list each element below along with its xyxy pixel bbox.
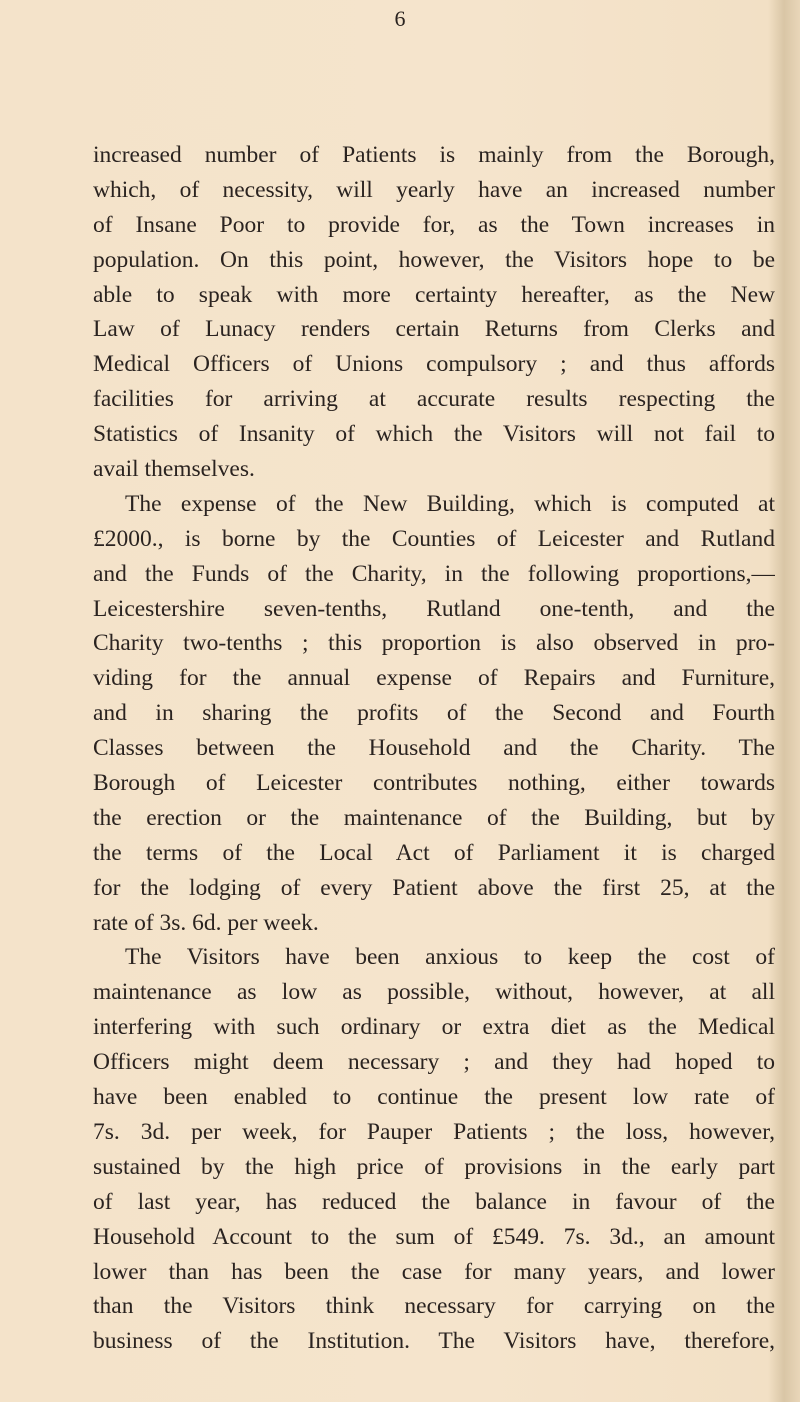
text-line: have been enabled to continue the present low rate of <box>93 1084 775 1111</box>
text-line: the terms of the Local Act of Parliament it is charged <box>93 839 775 866</box>
text-line: The expense of the New Building, which is computed at <box>125 490 775 517</box>
text-line: and in sharing the profits of the Second and Fourth <box>93 700 775 727</box>
text-line: interfering with such ordinary or extra diet as the Medical <box>93 1014 775 1041</box>
text-line: avail themselves. <box>93 456 255 483</box>
text-line: Leicestershire seven-tenths, Rutland one-tenth, and the <box>93 595 775 622</box>
text-line: The Visitors have been anxious to keep the cost of <box>125 944 775 971</box>
text-line: rate of 3s. 6d. per week. <box>93 909 319 936</box>
body-text <box>93 138 775 1359</box>
text-line: able to speak with more certainty hereafter, as the New <box>93 281 775 308</box>
text-line: lower than has been the case for many years, and lower <box>93 1258 775 1285</box>
text-line: sustained by the high price of provisions in the early part <box>93 1153 775 1180</box>
page-number: 6 <box>394 6 406 31</box>
text-line: and the Funds of the Charity, in the following proportions,— <box>93 560 775 587</box>
text-line: 7s. 3d. per week, for Pauper Patients ; the loss, however, <box>93 1118 775 1145</box>
text-line: for the lodging of every Patient above the first 25, at the <box>93 874 775 901</box>
text-line: which, of necessity, will yearly have an increased number <box>93 176 775 203</box>
paragraph <box>93 487 775 941</box>
paragraph <box>93 940 775 1359</box>
text-line: Household Account to the sum of £549. 7s. 3d., an amount <box>93 1223 775 1250</box>
text-line: increased number of Patients is mainly from the Borough, <box>93 142 775 168</box>
text-line: facilities for arriving at accurate results respecting the <box>93 386 775 413</box>
text-line: maintenance as low as possible, without, however, at all <box>93 979 775 1006</box>
paragraph <box>93 138 775 487</box>
text-line: Classes between the Household and the Charity. The <box>93 735 775 762</box>
text-line: of last year, has reduced the balance in favour of the <box>93 1188 775 1215</box>
text-line: than the Visitors think necessary for carrying on the <box>93 1293 775 1320</box>
text-line: the erection or the maintenance of the Building, but by <box>93 804 775 831</box>
text-line: Charity two-tenths ; this proportion is also observed in pro- <box>93 630 775 657</box>
text-line: viding for the annual expense of Repairs and Furniture, <box>93 665 775 692</box>
text-line: Medical Officers of Unions compulsory ; and thus affords <box>93 351 775 378</box>
text-line: Statistics of Insanity of which the Visitors will not fail to <box>93 421 775 448</box>
text-line: Borough of Leicester contributes nothing, either towards <box>93 770 775 797</box>
text-line: £2000., is borne by the Counties of Leicester and Rutland <box>93 525 775 552</box>
text-line: population. On this point, however, the Visitors hope to be <box>93 246 775 273</box>
text-line: business of the Institution. The Visitors have, therefore, <box>93 1328 775 1355</box>
text-line: Law of Lunacy renders certain Returns from Clerks and <box>93 316 775 343</box>
text-line: of Insane Poor to provide for, as the Town increases in <box>93 211 775 238</box>
text-line: Officers might deem necessary ; and they had hoped to <box>93 1049 775 1076</box>
